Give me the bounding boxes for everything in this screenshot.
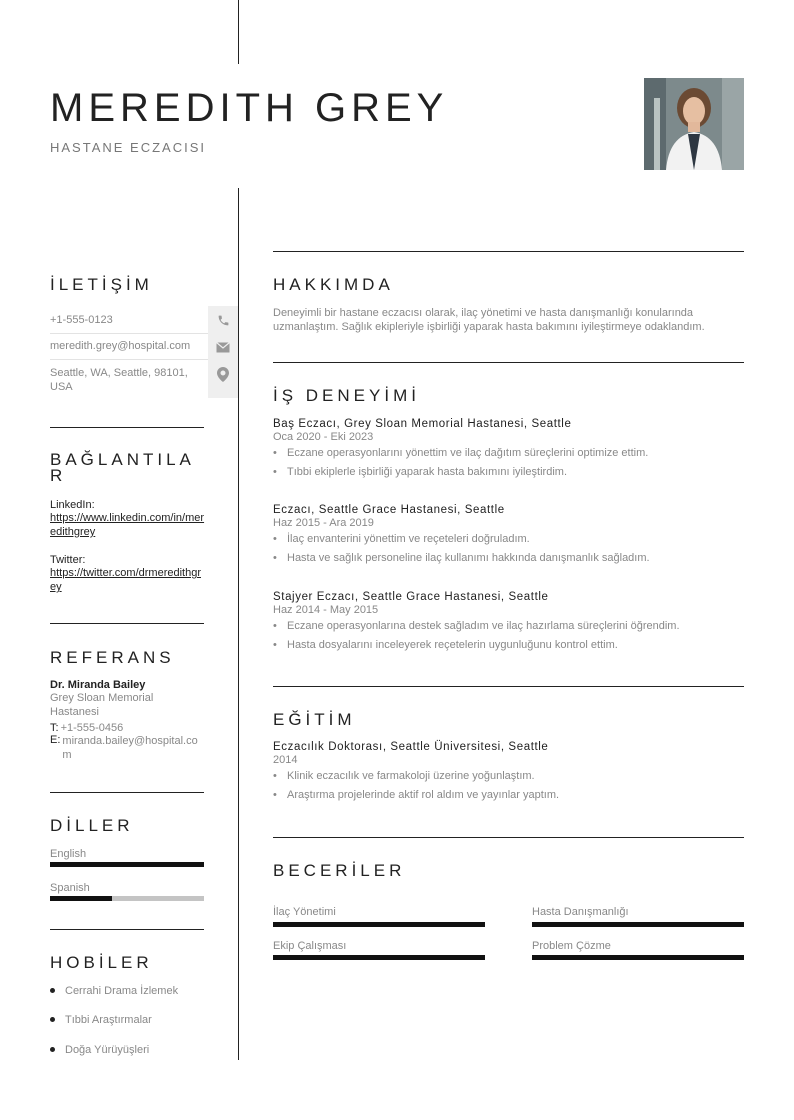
language-name: Spanish: [50, 882, 90, 894]
bullet-dot-icon: •: [273, 533, 277, 545]
skill-level-fill: [532, 922, 744, 927]
contact-separator: [50, 359, 208, 360]
job-date: Haz 2014 - May 2015: [273, 604, 379, 616]
left-divider: [50, 427, 204, 428]
about-section-title: HAKKIMDA: [273, 275, 394, 294]
job-entry: [273, 418, 648, 478]
right-divider: [273, 837, 744, 838]
job-date: Haz 2015 - Ara 2019: [273, 517, 374, 529]
education-bullet-text: Araştırma projelerinde aktif rol aldım ve yayınlar yaptım.: [287, 789, 560, 801]
skill-level-bar: [273, 955, 485, 960]
job-bullet: [273, 639, 680, 651]
job-bullet: [273, 552, 650, 564]
hobby-item: [50, 1014, 152, 1026]
phone-icon: [208, 308, 238, 332]
link-linkedin-label: LinkedIn:: [50, 499, 95, 511]
job-bullet: [273, 447, 648, 459]
candidate-role: HASTANE ECZACISI: [50, 140, 207, 155]
skill-level-fill: [532, 955, 744, 960]
job-bullet-text: Hasta dosyalarını inceleyerek reçetelerin uygunluğunu kontrol ettim.: [287, 639, 618, 651]
link-linkedin: [50, 499, 205, 539]
education-bullet-text: Klinik eczacılık ve farmakoloji üzerine yoğunlaştım.: [287, 770, 535, 782]
education-degree: Eczacılık Doktorası, Seattle Üniversitesi, Seattle: [273, 741, 549, 753]
contact-section-title: İLETİŞİM: [50, 275, 153, 294]
contact-phone: +1-555-0123: [50, 314, 113, 326]
about-text: Deneyimli bir hastane eczacısı olarak, ilaç yönetimi ve hasta danışmanlığı konularında uzmanlaştım. Sağlık ekipleriyle işbirliği yaparak hasta bakımını iyileştirmeye odaklandım.: [273, 307, 705, 333]
language-level-fill: [50, 862, 204, 867]
languages-section-title: DİLLER: [50, 816, 134, 835]
link-twitter-url[interactable]: https://twitter.com/drmeredithgrey: [50, 567, 201, 593]
job-bullet-text: Tıbbi ekiplerle işbirliği yaparak hasta bakımını iyileştirdim.: [287, 466, 567, 478]
bullet-dot-icon: •: [273, 789, 277, 801]
left-divider: [50, 929, 204, 930]
job-bullet: [273, 466, 648, 478]
job-bullet-text: Hasta ve sağlık personeline ilaç kullanımı hakkında danışmanlık sağladım.: [287, 552, 650, 564]
language-name: English: [50, 848, 87, 860]
reference-org: Grey Sloan Memorial Hastanesi: [50, 692, 154, 718]
education-section-title: EĞİTİM: [273, 710, 356, 729]
skill-level-bar: [273, 922, 485, 927]
bullet-dot-icon: •: [273, 620, 277, 632]
hobby-item: [50, 985, 178, 997]
education-year: 2014: [273, 754, 298, 766]
reference-entry: [50, 679, 205, 762]
reference-phone-label: T:: [50, 722, 59, 734]
skills-section-title: BECERİLER: [273, 861, 406, 880]
envelope-icon: [208, 335, 238, 359]
language-level-bar: [50, 862, 204, 867]
profile-photo: [644, 78, 744, 170]
bullet-dot-icon: [50, 988, 55, 993]
skill-level-bar: [532, 922, 744, 927]
link-twitter: [50, 554, 205, 594]
column-divider: [238, 188, 239, 1060]
skill-name: Hasta Danışmanlığı: [532, 906, 629, 918]
reference-name: Dr. Miranda Bailey: [50, 679, 146, 691]
job-bullet: [273, 620, 680, 632]
left-divider: [50, 623, 204, 624]
job-title: Stajyer Eczacı, Seattle Grace Hastanesi, Seattle: [273, 591, 549, 603]
bullet-dot-icon: •: [273, 770, 277, 782]
job-bullet-text: Eczane operasyonlarını yönettim ve ilaç dağıtım süreçlerini optimize ettim.: [287, 447, 649, 459]
reference-phone: +1-555-0456: [60, 722, 124, 734]
right-divider: [273, 362, 744, 363]
bullet-dot-icon: [50, 1017, 55, 1022]
reference-email-row: [50, 734, 205, 762]
link-linkedin-url[interactable]: https://www.linkedin.com/in/meredithgrey: [50, 512, 205, 538]
references-section-title: REFERANS: [50, 648, 175, 667]
reference-phone-row: [50, 722, 205, 734]
bullet-dot-icon: •: [273, 447, 277, 459]
skill-name: İlaç Yönetimi: [273, 906, 336, 918]
hobbies-section-title: HOBİLER: [50, 953, 153, 972]
skill-level-fill: [273, 922, 485, 927]
candidate-name: MEREDITH GREY: [50, 86, 449, 130]
right-divider: [273, 686, 744, 687]
location-pin-icon: [208, 362, 238, 386]
education-entry: [273, 741, 559, 801]
job-bullet-text: İlaç envanterini yönettim ve reçeteleri doğruladım.: [287, 533, 530, 545]
language-level-bar: [50, 896, 204, 901]
right-divider: [273, 251, 744, 252]
left-divider: [50, 792, 204, 793]
hobby-label: Doğa Yürüyüşleri: [65, 1044, 150, 1056]
bullet-dot-icon: •: [273, 466, 277, 478]
reference-email[interactable]: miranda.bailey@hospital.com: [62, 735, 198, 761]
job-bullet: [273, 533, 650, 545]
contact-address: Seattle, WA, Seattle, 98101, USA: [50, 367, 188, 393]
reference-email-label: E:: [50, 734, 61, 746]
job-entry: [273, 591, 680, 651]
experience-section-title: İŞ DENEYİMİ: [273, 386, 420, 405]
education-bullet: [273, 770, 559, 782]
job-date: Oca 2020 - Eki 2023: [273, 431, 374, 443]
column-divider-top: [238, 0, 239, 64]
skill-name: Problem Çözme: [532, 940, 611, 952]
job-title: Eczacı, Seattle Grace Hastanesi, Seattle: [273, 504, 505, 516]
hobby-label: Tıbbi Araştırmalar: [65, 1014, 152, 1026]
bullet-dot-icon: [50, 1047, 55, 1052]
job-title: Baş Eczacı, Grey Sloan Memorial Hastanesi, Seattle: [273, 418, 572, 430]
skill-name: Ekip Çalışması: [273, 940, 347, 952]
bullet-dot-icon: •: [273, 552, 277, 564]
links-section-title: BAĞLANTILAR: [50, 450, 195, 485]
contact-separator: [50, 333, 208, 334]
job-entry: [273, 504, 650, 564]
bullet-dot-icon: •: [273, 639, 277, 651]
education-bullet: [273, 789, 559, 801]
job-bullet-text: Eczane operasyonlarına destek sağladım ve ilaç hazırlama süreçlerini öğrendim.: [287, 620, 680, 632]
link-twitter-label: Twitter:: [50, 554, 86, 566]
skill-level-fill: [273, 955, 485, 960]
hobby-item: [50, 1044, 149, 1056]
language-level-fill: [50, 896, 112, 901]
contact-email[interactable]: meredith.grey@hospital.com: [50, 340, 191, 352]
skill-level-bar: [532, 955, 744, 960]
hobby-label: Cerrahi Drama İzlemek: [65, 985, 179, 997]
